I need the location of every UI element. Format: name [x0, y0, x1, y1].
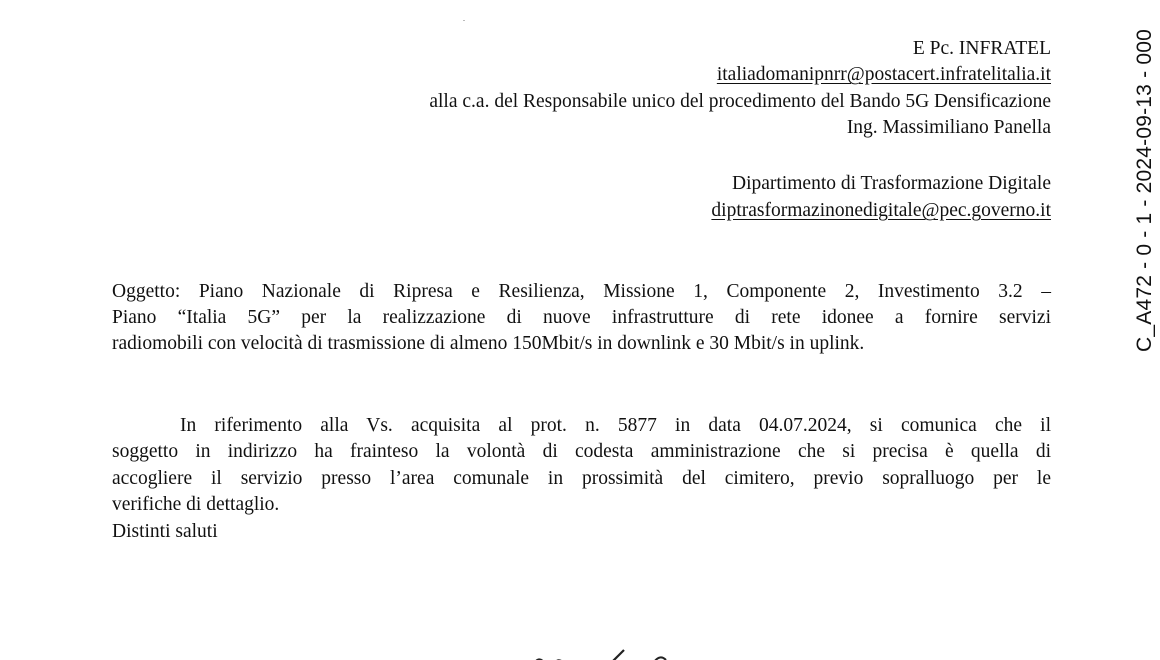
- body-line: verifiche di dettaglio.: [112, 494, 280, 515]
- recipient-department-email[interactable]: diptrasformazinonedigitale@pec.governo.it: [711, 200, 1051, 221]
- recipient-infratel-name: E Pc. INFRATEL: [912, 38, 1051, 59]
- closing-salutation: Distinti saluti: [112, 521, 218, 542]
- recipient-department-name: Dipartimento di Trasformazione Digitale: [732, 173, 1051, 194]
- body-line: accogliere il servizio presso l’area comunale in prossimità del cimitero, previo sopralluogo per le: [112, 468, 1051, 489]
- recipient-infratel-email[interactable]: italiadomanipnrr@postacert.infratelitalia.it: [716, 64, 1051, 85]
- protocol-stamp-text: C_A472 - 0 - 1 - 2024-09-13 - 000: [1133, 29, 1156, 352]
- body-line: soggetto in indirizzo ha frainteso la volontà di codesta amministrazione che si precisa è quella di: [112, 441, 1051, 462]
- subject-line: radiomobili con velocità di trasmissione di almeno 150Mbit/s in downlink e 30 Mbit/s in uplink.: [112, 333, 865, 354]
- recipient-infratel-attention: alla c.a. del Responsabile unico del procedimento del Bando 5G Densificazione: [429, 91, 1051, 112]
- signature-mark: [520, 646, 680, 660]
- protocol-stamp: [1116, 0, 1160, 360]
- body-line: In riferimento alla Vs. acquisita al prot. n. 5877 in data 04.07.2024, si comunica che il: [180, 415, 1051, 436]
- scan-speck: [463, 20, 465, 21]
- subject-line: Oggetto: Piano Nazionale di Ripresa e Resilienza, Missione 1, Componente 2, Investimento 3.2 –: [112, 281, 1051, 302]
- subject-line: Piano “Italia 5G” per la realizzazione di nuove infrastrutture di rete idonee a fornire servizi: [112, 307, 1051, 328]
- recipient-infratel-person: Ing. Massimiliano Panella: [846, 117, 1051, 138]
